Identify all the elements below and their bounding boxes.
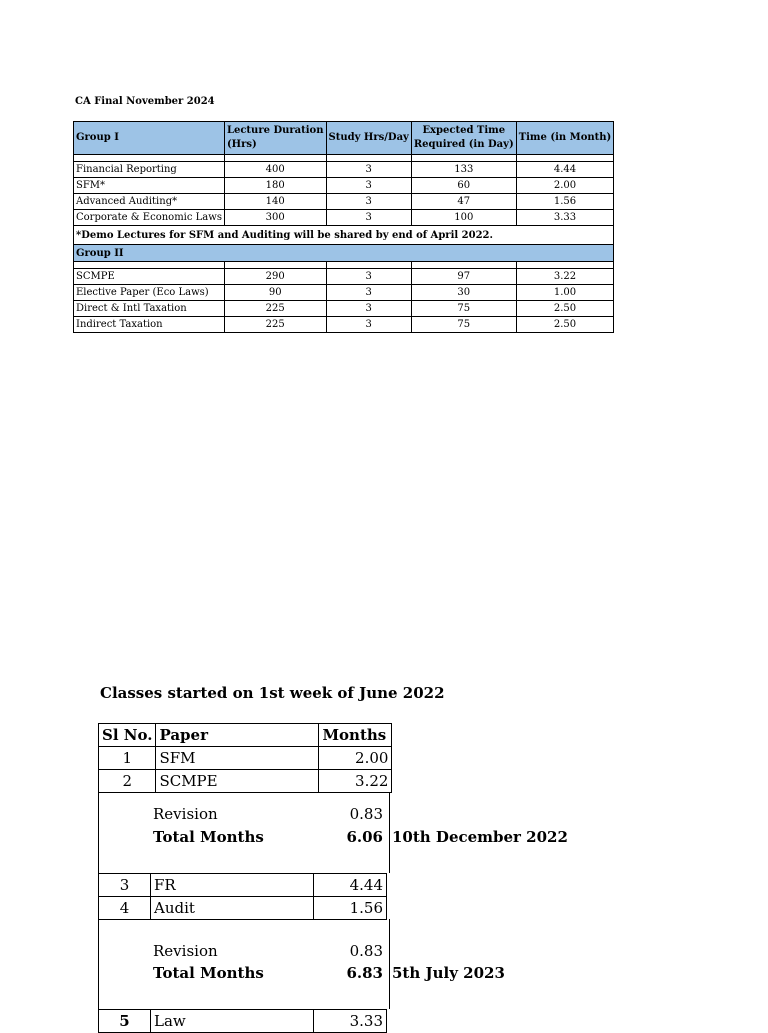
total-months-label: Total Months [153, 828, 264, 846]
table-row: Direct & Intl Taxation 225 3 75 2.50 [74, 301, 614, 317]
header-lecture-duration: Lecture Duration (Hrs) [224, 122, 326, 155]
header-study-hrs: Study Hrs/Day [326, 122, 411, 155]
total-months-label: Total Months [153, 964, 264, 982]
completion-date: 5th July 2023 [392, 964, 505, 982]
revision-value: 0.83 [349, 805, 383, 823]
table-row: 5 Law 3.33 [99, 1010, 387, 1033]
table-row: Advanced Auditing* 140 3 47 1.56 [74, 194, 614, 210]
plan-table-part-b [98, 873, 387, 920]
study-hours-table [73, 121, 614, 333]
table-row: SFM* 180 3 60 2.00 [74, 178, 614, 194]
table-row: 2 SCMPE 3.22 [99, 770, 392, 793]
group-ii-header: Group II [74, 245, 614, 262]
revision-value: 0.83 [349, 942, 383, 960]
header-expected-time: Expected Time Required (in Day) [411, 122, 516, 155]
header-paper: Paper [156, 724, 319, 747]
demo-note-row [74, 226, 614, 245]
revision-label: Revision [153, 805, 218, 823]
plan-title: Classes started on 1st week of June 2022 [100, 684, 445, 702]
table-row: 4 Audit 1.56 [99, 897, 387, 920]
table-row: Financial Reporting 400 3 133 4.44 [74, 162, 614, 178]
table-row: SCMPE 290 3 97 3.22 [74, 269, 614, 285]
header-time-month: Time (in Month) [516, 122, 614, 155]
table-row: Elective Paper (Eco Laws) 90 3 30 1.00 [74, 285, 614, 301]
plan-table [98, 723, 392, 793]
demo-note: *Demo Lectures for SFM and Auditing will be shared by end of April 2022. [74, 226, 614, 245]
header-group-i: Group I [74, 122, 225, 155]
header-months: Months [319, 724, 392, 747]
table-header-row [74, 122, 614, 155]
total-months-value: 6.83 [346, 964, 383, 982]
table-row: 1 SFM 2.00 [99, 747, 392, 770]
revision-label: Revision [153, 942, 218, 960]
table-row: Indirect Taxation 225 3 75 2.50 [74, 317, 614, 333]
document-title: CA Final November 2024 [75, 96, 215, 107]
plan-header-row [99, 724, 392, 747]
total-months-value: 6.06 [346, 828, 383, 846]
completion-date: 10th December 2022 [392, 828, 568, 846]
table-row: 3 FR 4.44 [99, 874, 387, 897]
table-row: Corporate & Economic Laws 300 3 100 3.33 [74, 210, 614, 226]
header-sl-no: Sl No. [99, 724, 156, 747]
plan-table-part-c [98, 1009, 387, 1033]
